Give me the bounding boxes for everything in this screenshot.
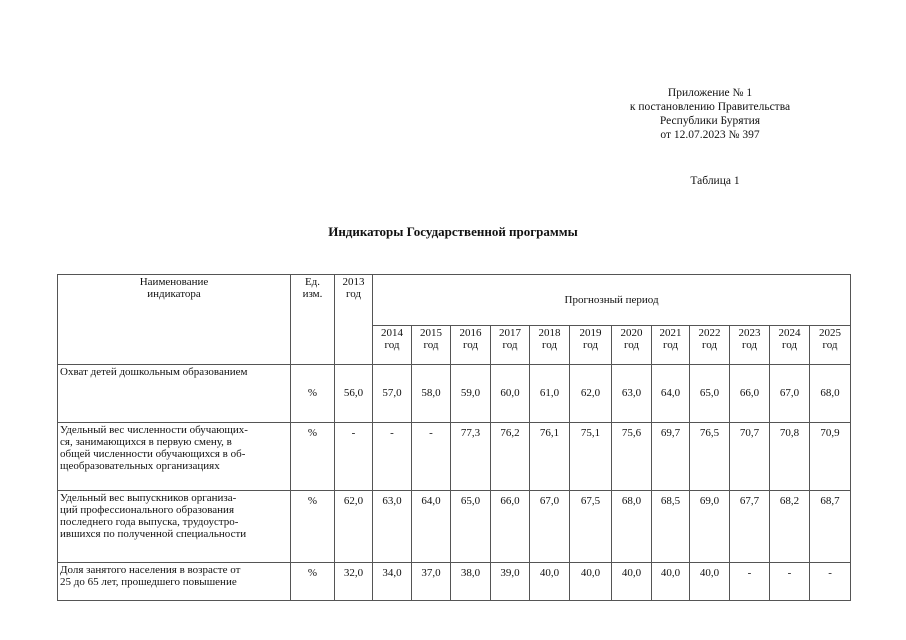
table-row	[58, 423, 851, 491]
indicator-value: 63,0	[612, 365, 652, 423]
appendix-block	[590, 86, 830, 142]
indicator-value: 68,0	[612, 491, 652, 563]
indicator-value: 40,0	[570, 563, 612, 601]
header-year: 2016 год	[451, 326, 491, 365]
indicator-value: -	[335, 423, 373, 491]
header-base-year: 2013 год	[335, 275, 373, 365]
indicator-unit: %	[291, 365, 335, 423]
indicator-value: 64,0	[412, 491, 451, 563]
indicator-value: 62,0	[570, 365, 612, 423]
table-row	[58, 563, 851, 601]
indicator-value: 66,0	[730, 365, 770, 423]
indicator-value: 75,6	[612, 423, 652, 491]
indicator-value: 40,0	[652, 563, 690, 601]
appendix-line-4: от 12.07.2023 № 397	[660, 129, 760, 141]
indicator-value: 59,0	[451, 365, 491, 423]
indicator-value: 76,5	[690, 423, 730, 491]
table-row	[58, 491, 851, 563]
indicator-value: 61,0	[530, 365, 570, 423]
header-forecast-period: Прогнозный период	[373, 275, 851, 326]
indicator-value: 40,0	[612, 563, 652, 601]
indicator-name: Удельный вес численности обучающих- ся, занимающихся в первую смену, в общей численности обучающихся в об- щеобразовательных организациях	[58, 423, 291, 491]
indicator-value: 77,3	[451, 423, 491, 491]
indicator-value: 68,0	[810, 365, 851, 423]
indicator-value: -	[810, 563, 851, 601]
header-year: 2021 год	[652, 326, 690, 365]
indicator-value: 70,7	[730, 423, 770, 491]
indicator-value: 67,0	[530, 491, 570, 563]
indicator-value: 68,2	[770, 491, 810, 563]
indicator-unit: %	[291, 423, 335, 491]
indicator-value: 58,0	[412, 365, 451, 423]
indicator-value: 65,0	[690, 365, 730, 423]
header-year: 2017 год	[491, 326, 530, 365]
indicator-unit: %	[291, 563, 335, 601]
table-row	[58, 365, 851, 423]
indicator-value: 57,0	[373, 365, 412, 423]
indicator-value: 56,0	[335, 365, 373, 423]
page-title: Индикаторы Государственной программы	[328, 224, 578, 239]
header-year: 2015 год	[412, 326, 451, 365]
indicator-value: 38,0	[451, 563, 491, 601]
indicator-name: Доля занятого населения в возрасте от 25 до 65 лет, прошедшего повышение	[58, 563, 291, 601]
indicator-value: 39,0	[491, 563, 530, 601]
indicator-value: 67,0	[770, 365, 810, 423]
indicator-value: 65,0	[451, 491, 491, 563]
indicator-value: -	[412, 423, 451, 491]
header-year: 2023 год	[730, 326, 770, 365]
indicator-value: 67,7	[730, 491, 770, 563]
header-year: 2019 год	[570, 326, 612, 365]
header-indicator-name: Наименование индикатора	[58, 275, 291, 365]
indicator-value: 70,8	[770, 423, 810, 491]
indicator-value: 62,0	[335, 491, 373, 563]
indicator-unit: %	[291, 491, 335, 563]
indicator-value: 64,0	[652, 365, 690, 423]
indicators-table	[57, 274, 851, 601]
indicator-name: Удельный вес выпускников организа- ций профессионального образования последнего года выпуска, трудоустро- ившихся по полученной специальности	[58, 491, 291, 563]
indicator-value: 69,7	[652, 423, 690, 491]
indicator-value: 60,0	[491, 365, 530, 423]
header-unit: Ед. изм.	[291, 275, 335, 365]
indicator-value: 66,0	[491, 491, 530, 563]
indicator-value: 63,0	[373, 491, 412, 563]
indicator-value: 67,5	[570, 491, 612, 563]
indicator-value: 76,1	[530, 423, 570, 491]
indicator-value: 40,0	[690, 563, 730, 601]
indicator-value: 37,0	[412, 563, 451, 601]
header-year: 2020 год	[612, 326, 652, 365]
indicator-value: -	[730, 563, 770, 601]
indicator-value: -	[373, 423, 412, 491]
indicator-value: 76,2	[491, 423, 530, 491]
indicator-value: 68,5	[652, 491, 690, 563]
header-year: 2018 год	[530, 326, 570, 365]
appendix-line-1: Приложение № 1	[667, 87, 753, 99]
appendix-line-3: Республики Бурятия	[659, 115, 761, 127]
header-year: 2014 год	[373, 326, 412, 365]
indicator-value: 70,9	[810, 423, 851, 491]
header-year: 2024 год	[770, 326, 810, 365]
indicator-value: 34,0	[373, 563, 412, 601]
header-year: 2022 год	[690, 326, 730, 365]
indicator-value: 69,0	[690, 491, 730, 563]
table-number: Таблица 1	[690, 175, 740, 187]
indicator-value: 40,0	[530, 563, 570, 601]
indicator-value: -	[770, 563, 810, 601]
indicator-value: 32,0	[335, 563, 373, 601]
header-year: 2025 год	[810, 326, 851, 365]
indicator-name: Охват детей дошкольным образованием	[58, 365, 291, 423]
appendix-line-2: к постановлению Правительства	[629, 101, 791, 113]
indicator-value: 75,1	[570, 423, 612, 491]
indicator-value: 68,7	[810, 491, 851, 563]
